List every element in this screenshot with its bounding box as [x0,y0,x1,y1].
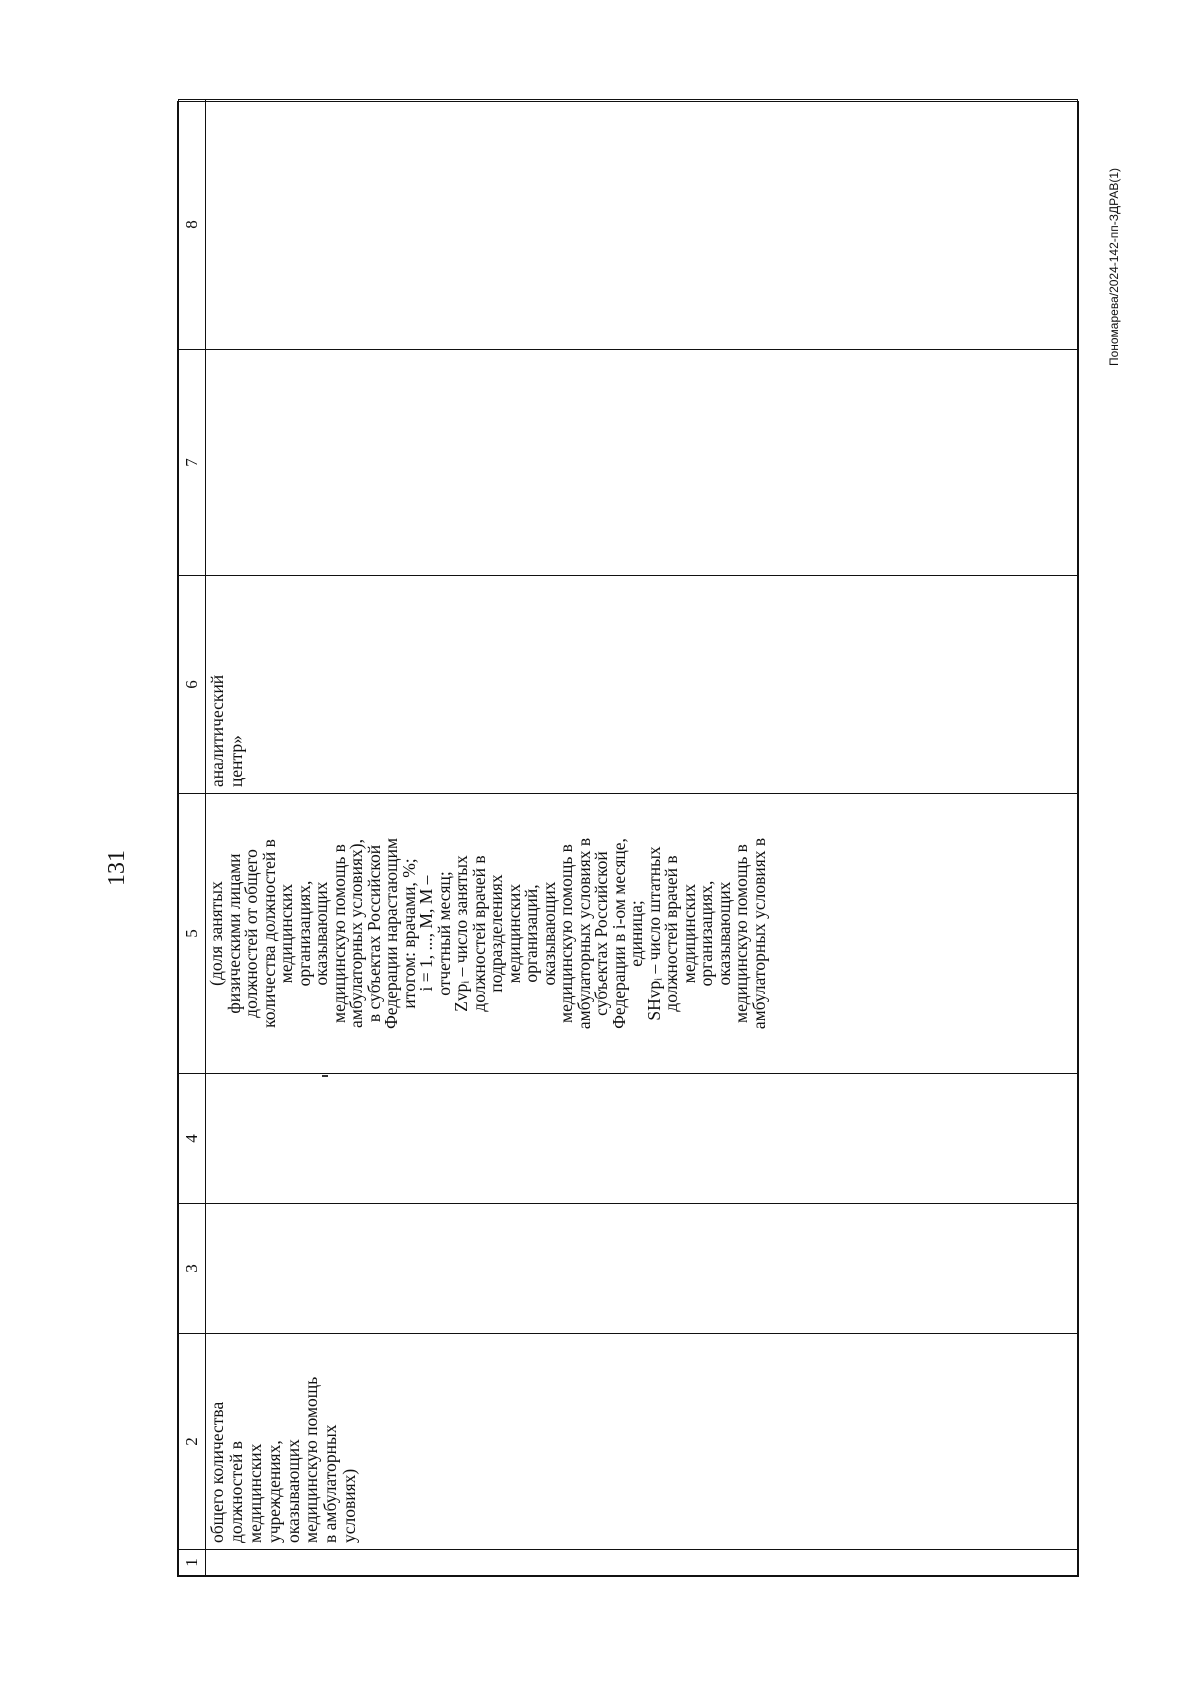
column-header-4: 4 [179,1074,206,1204]
text-line: должностей в [225,1441,246,1543]
text-line: медицинскую помощь [301,1376,322,1543]
responsible-org-text [208,582,246,787]
text-line: в амбулаторных [320,1424,341,1543]
text-line: Федерации в i-ом месяце, [608,838,629,1029]
cell-col2 [206,1334,1078,1550]
text-line: медицинских [244,1443,265,1543]
text-line: общего количества [207,1401,227,1543]
text-line: в субъектах Российской [363,844,384,1023]
page-number: 131 [104,850,130,886]
text-line: Федерации нарастающим [381,837,401,1030]
text-line: амбулаторных условиях), [346,839,366,1028]
cell-col6 [206,576,1078,794]
text-line: аналитический [207,674,227,787]
text-line: должностей врачей в [661,855,681,1012]
text-line: оказывающих [311,881,331,986]
column-header-8: 8 [179,100,206,350]
text-line: должностей от общего [241,849,261,1018]
cell-col1 [206,1550,1078,1576]
text-line: подразделениях [486,874,506,993]
indicator-name-text [208,1340,359,1543]
cell-col8 [206,100,1078,350]
cell-col7 [206,350,1078,576]
text-line: амбулаторных условиях в [573,837,594,1030]
document-code: Пономарева/2024-142-пп-ЗДРАВ(1) [1107,167,1121,367]
cell-col5 [206,794,1078,1074]
text-line: физическими лицами [223,853,244,1014]
column-header-6: 6 [179,576,206,794]
column-header-5: 5 [179,794,206,1074]
text-line: организациях, [293,880,314,987]
text-line: SHvpᵢ – число штатных [643,846,664,1021]
text-line: медицинских [503,883,524,984]
header-row [179,100,206,1576]
column-header-2: 2 [179,1334,206,1550]
text-line: амбулаторных условиях в [748,837,769,1030]
column-header-7: 7 [179,350,206,576]
text-line: должностей врачей в [468,855,489,1012]
text-line: i = 1, ..., M, M – [416,875,436,992]
text-line: медицинскую помощь в [556,844,576,1023]
column-header-3: 3 [179,1204,206,1334]
text-line: итогом: врачами, %; [398,858,419,1009]
stray-mark [322,1075,328,1077]
text-line: единица; [626,900,646,967]
text-line: медицинскую помощь в [328,844,349,1023]
text-line: оказывающих [538,881,559,986]
text-line: центр» [225,735,246,787]
text-line: субъектах Российской [591,851,611,1016]
text-line: оказывающих [713,881,734,986]
cell-col4 [206,1074,1078,1204]
text-line: организаций, [521,884,541,983]
data-table [178,99,1078,1576]
cell-col3 [206,1204,1078,1334]
text-line: количества должностей в [258,839,279,1028]
text-line: медицинских [678,883,699,984]
column-header-1: 1 [179,1550,206,1576]
text-line: организациях, [696,880,716,987]
text-line: оказывающих [282,1439,303,1543]
text-line: учреждениях, [263,1440,284,1543]
text-line: отчетный месяц; [433,871,454,996]
text-line: Zvpᵢ – число занятых [451,855,471,1012]
text-line: (доля занятых [206,881,226,986]
table-row [206,100,1078,1576]
text-line: условиях) [339,1468,360,1543]
calculation-method-text [208,798,768,1069]
text-line: медицинскую помощь в [731,844,751,1023]
rotated-table [177,101,1079,1577]
text-line: медицинских [276,883,296,984]
